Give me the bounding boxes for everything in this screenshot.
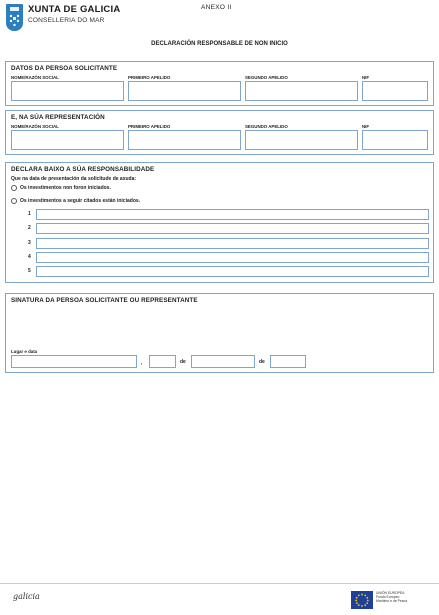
eu-flag-icon xyxy=(351,591,373,609)
rep-surname1-label: PRIMEIRO APELIDO xyxy=(128,124,171,129)
rep-nif-label: NIF xyxy=(362,124,370,129)
applicant-section-title: DATOS DA PERSOA SOLICITANTE xyxy=(11,65,118,72)
declaration-section xyxy=(5,162,434,283)
eu-line-2: Fondo Europeo xyxy=(376,595,400,600)
applicant-name-label: NOME/RAZÓN SOCIAL xyxy=(11,75,59,80)
de-separator-2: de xyxy=(259,359,265,365)
year-field[interactable] xyxy=(270,355,306,368)
declaration-section-title: DECLARA BAIXO A SÚA RESPONSABILIDADE xyxy=(11,166,155,173)
applicant-surname1-field[interactable] xyxy=(128,81,241,101)
investment-line-1[interactable] xyxy=(36,209,429,220)
galicia-logo: galicia xyxy=(13,592,40,601)
line-number-1: 1 xyxy=(28,211,31,217)
option-not-started-radio[interactable] xyxy=(11,185,17,191)
day-field[interactable] xyxy=(149,355,176,368)
eu-funding-text xyxy=(376,591,407,603)
investment-line-5[interactable] xyxy=(36,266,429,277)
applicant-name-field[interactable] xyxy=(11,81,124,101)
representative-section xyxy=(5,110,434,155)
dept-name: CONSELLERIA DO MAR xyxy=(28,17,105,24)
line-number-2: 2 xyxy=(28,225,31,231)
representative-section-title: E, NA SÚA REPRESENTACIÓN xyxy=(11,114,105,121)
applicant-surname2-field[interactable] xyxy=(245,81,358,101)
investment-line-3[interactable] xyxy=(36,238,429,249)
de-separator-1: de xyxy=(180,359,186,365)
annex-label: ANEXO II xyxy=(201,4,232,11)
place-field[interactable] xyxy=(11,355,137,368)
option-started-radio[interactable] xyxy=(11,198,17,204)
declaration-intro: Que na data de presentación da solicitude de axuda: xyxy=(11,176,137,182)
signature-section xyxy=(5,293,434,373)
rep-name-label: NOME/RAZÓN SOCIAL xyxy=(11,124,59,129)
place-date-label: Lugar e data xyxy=(11,349,38,354)
rep-surname2-label: SEGUNDO APELIDO xyxy=(245,124,288,129)
option-started-label: Os investimentos a seguir citados están iniciados. xyxy=(20,198,141,204)
line-number-3: 3 xyxy=(28,240,31,246)
option-not-started-label: Os investimentos non foron iniciados. xyxy=(20,185,111,191)
line-number-4: 4 xyxy=(28,254,31,260)
line-number-5: 5 xyxy=(28,268,31,274)
rep-nif-field[interactable] xyxy=(362,130,428,150)
applicant-nif-label: NIF xyxy=(362,75,370,80)
applicant-surname1-label: PRIMEIRO APELIDO xyxy=(128,75,171,80)
investment-line-2[interactable] xyxy=(36,223,429,234)
eu-line-1: UNIÓN EUROPEA xyxy=(376,591,405,595)
rep-name-field[interactable] xyxy=(11,130,124,150)
investment-line-4[interactable] xyxy=(36,252,429,263)
eu-line-3: Marítimo e de Pesca xyxy=(376,599,408,604)
xunta-crest-icon xyxy=(6,4,23,31)
document-title: DECLARACIÓN RESPONSABLE DE NON INICIO xyxy=(151,41,288,47)
signature-section-title: SINATURA DA PERSOA SOLICITANTE OU REPRESENTANTE xyxy=(11,297,198,304)
org-name: XUNTA DE GALICIA xyxy=(28,4,121,15)
rep-surname1-field[interactable] xyxy=(128,130,241,150)
applicant-surname2-label: SEGUNDO APELIDO xyxy=(245,75,288,80)
rep-surname2-field[interactable] xyxy=(245,130,358,150)
month-field[interactable] xyxy=(191,355,255,368)
footer-divider xyxy=(0,583,439,584)
applicant-nif-field[interactable] xyxy=(362,81,428,101)
comma-separator: , xyxy=(141,360,143,366)
applicant-section xyxy=(5,61,434,106)
